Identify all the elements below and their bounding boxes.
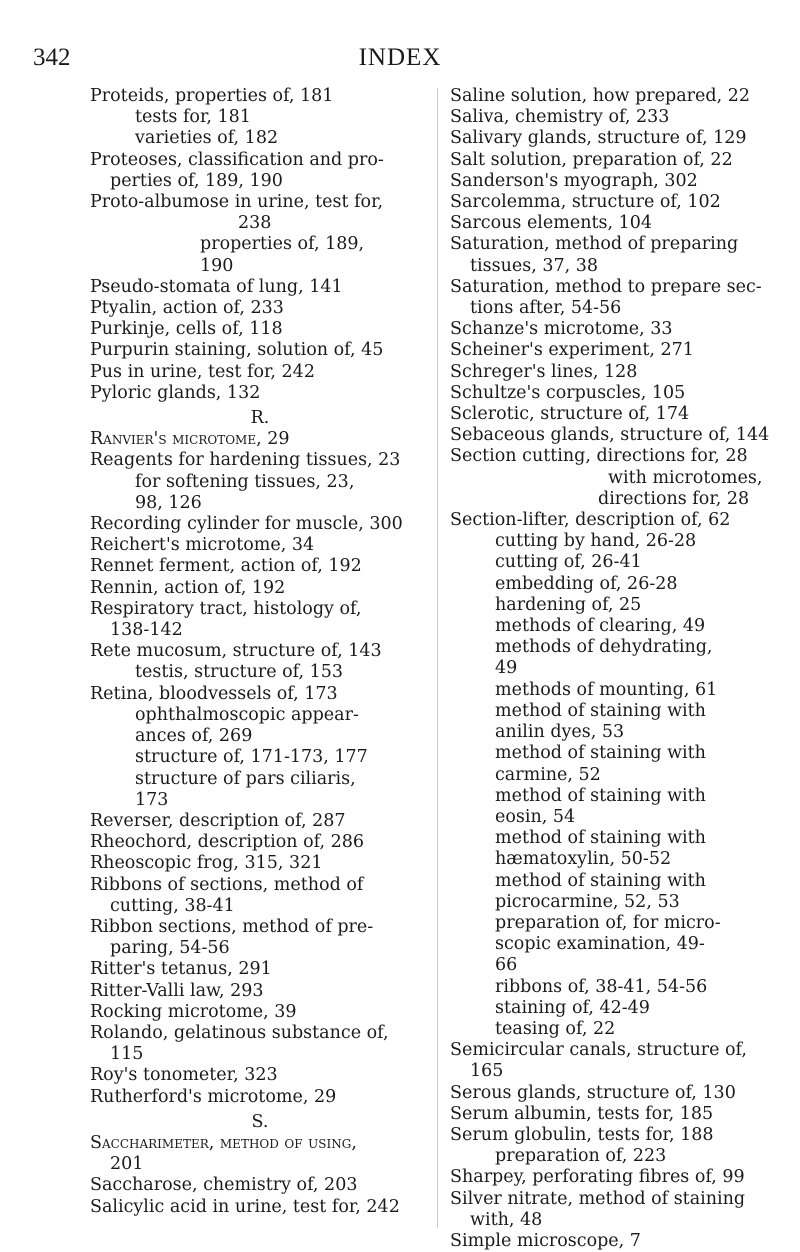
index-subentry: teasing of, 22	[495, 1018, 616, 1039]
index-subentry: varieties of, 182	[135, 128, 279, 149]
index-entry: Scheiner's experiment, 271	[450, 340, 694, 361]
index-entry-continuation: ances of, 269	[135, 726, 253, 747]
index-subentry: method of staining with	[495, 785, 706, 806]
index-entry: Proteoses, classification and pro-	[90, 149, 384, 170]
index-entry: Serum globulin, tests for, 188	[450, 1124, 714, 1145]
index-subentry: preparation of, 223	[495, 1146, 667, 1167]
index-entry-continuation: 115	[110, 1044, 144, 1065]
index-subentry: methods of mounting, 61	[495, 679, 718, 700]
index-entry-continuation: 165	[470, 1061, 504, 1082]
index-entry-continuation: 190	[200, 255, 234, 276]
index-entry-continuation: with, 48	[470, 1209, 543, 1230]
index-subentry: method of staining with	[495, 828, 706, 849]
index-entry: Rete mucosum, structure of, 143	[90, 641, 382, 662]
index-entry: Saccharimeter, method of using,	[90, 1132, 357, 1153]
index-entry-continuation: 98, 126	[135, 492, 202, 513]
index-entry: Saline solution, how prepared, 22	[450, 86, 750, 106]
page-header	[30, 44, 770, 74]
index-entry: Sebaceous glands, structure of, 144	[450, 425, 770, 446]
index-subentry: structure of, 171-173, 177	[135, 747, 368, 768]
section-letter: R.	[250, 408, 270, 429]
index-subentry: method of staining with	[495, 743, 706, 764]
index-entry: Reverser, description of, 287	[90, 810, 346, 831]
index-entry-continuation: 238	[238, 213, 272, 234]
index-entry: Serous glands, structure of, 130	[450, 1082, 736, 1103]
index-entry: Ribbons of sections, method of	[90, 874, 364, 895]
index-entry: Purpurin staining, solution of, 45	[90, 340, 384, 361]
index-entry: Sanderson's myograph, 302	[450, 170, 698, 191]
index-entry: Salivary glands, structure of, 129	[450, 128, 747, 149]
index-entry: Sclerotic, structure of, 174	[450, 404, 690, 425]
index-subentry: preparation of, for micro-	[495, 912, 721, 933]
index-entry: Retina, bloodvessels of, 173	[90, 683, 338, 704]
index-entry: Schreger's lines, 128	[450, 361, 638, 382]
index-entry: Ritter's tetanus, 291	[90, 959, 272, 980]
index-entry: Rheoscopic frog, 315, 321	[90, 853, 323, 874]
index-entry-continuation: carmine, 52	[495, 764, 601, 785]
section-letter: S.	[251, 1111, 269, 1132]
index-entry-continuation: 138-142	[110, 620, 183, 641]
index-entry: Sharpey, perforating fibres of, 99	[450, 1167, 745, 1188]
index-subentry: cutting by hand, 26-28	[495, 531, 697, 552]
index-entry: Saliva, chemistry of, 233	[450, 107, 670, 128]
index-entry: Silver nitrate, method of staining	[450, 1188, 746, 1209]
index-entry: Proteids, properties of, 181	[90, 86, 334, 106]
index-entry-continuation: directions for, 28	[598, 488, 750, 509]
index-entry: Pus in urine, test for, 242	[90, 361, 315, 382]
index-entry: Recording cylinder for muscle, 300	[90, 514, 403, 535]
index-subentry: methods of clearing, 49	[495, 616, 706, 637]
index-subentry: properties of, 189,	[200, 234, 365, 255]
index-entry-continuation: picrocarmine, 52, 53	[495, 891, 680, 912]
index-entry: Sarcous elements, 104	[450, 213, 653, 234]
index-subentry: method of staining with	[495, 700, 706, 721]
index-entry-continuation: 201	[110, 1154, 144, 1175]
index-entry-continuation: scopic examination, 49-	[495, 934, 705, 955]
index-entry: Pseudo-stomata of lung, 141	[90, 276, 343, 297]
index-entry-continuation: 66	[495, 955, 518, 976]
index-entry: Salt solution, preparation of, 22	[450, 149, 733, 170]
index-subentry: tests for, 181	[135, 107, 251, 128]
index-entry: Reagents for hardening tissues, 23	[90, 450, 401, 471]
index-subentry: hardening of, 25	[495, 594, 642, 615]
index-entry: Saturation, method to prepare sec-	[450, 276, 762, 297]
index-entry: Ptyalin, action of, 233	[90, 298, 284, 319]
index-entry: Semicircular canals, structure of,	[450, 1040, 747, 1061]
column-divider	[437, 88, 438, 1228]
index-subentry: structure of pars ciliaris,	[135, 768, 356, 789]
index-entry: Section-lifter, description of, 62	[450, 510, 731, 531]
index-subentry: method of staining with	[495, 870, 706, 891]
index-subentry: methods of dehydrating,	[495, 637, 713, 658]
index-entry-continuation: anilin dyes, 53	[495, 722, 625, 743]
index-entry-continuation: tissues, 37, 38	[470, 255, 598, 276]
index-entry: Schanze's microtome, 33	[450, 319, 673, 340]
index-entry-continuation: cutting, 38-41	[110, 895, 235, 916]
index-entry: Pyloric glands, 132	[90, 382, 261, 403]
index-entry: Salicylic acid in urine, test for, 242	[90, 1196, 400, 1217]
index-entry: Proto-albumose in urine, test for,	[90, 192, 384, 213]
index-subentry: ophthalmoscopic appear-	[135, 704, 359, 725]
index-subentry: testis, structure of, 153	[135, 662, 344, 683]
index-entry: Purkinje, cells of, 118	[90, 319, 283, 340]
index-entry: Saturation, method of preparing	[450, 234, 739, 255]
index-entry: Simple microscope, 7	[450, 1230, 641, 1251]
index-entry-continuation: 49	[495, 658, 518, 679]
index-entry: Rutherford's microtome, 29	[90, 1086, 337, 1107]
index-entry: Serum albumin, tests for, 185	[450, 1103, 714, 1124]
index-entry: Sarcolemma, structure of, 102	[450, 192, 721, 213]
index-entry-continuation: paring, 54-56	[110, 938, 230, 959]
index-entry-continuation: 173	[135, 789, 169, 810]
index-entry: Rocking microtome, 39	[90, 1001, 297, 1022]
index-entry-continuation: perties of, 189, 190	[110, 170, 283, 191]
index-entry: Ranvier's microtome, 29	[90, 429, 290, 450]
index-entry: Ritter-Valli law, 293	[90, 980, 264, 1001]
index-entry: Ribbon sections, method of pre-	[90, 916, 374, 937]
index-subentry: embedding of, 26-28	[495, 573, 678, 594]
index-entry: Respiratory tract, histology of,	[90, 598, 362, 619]
index-subentry: cutting of, 26-41	[495, 552, 642, 573]
index-entry: Rolando, gelatinous substance of,	[90, 1022, 389, 1043]
index-subentry: with microtomes,	[608, 467, 763, 488]
running-head: INDEX	[358, 44, 442, 71]
index-entry: Roy's tonometer, 323	[90, 1065, 278, 1086]
page-number: 342	[33, 44, 71, 71]
index-entry: Saccharose, chemistry of, 203	[90, 1175, 358, 1196]
index-entry: Rennin, action of, 192	[90, 577, 286, 598]
index-entry: Schultze's corpuscles, 105	[450, 382, 686, 403]
index-subentry: staining of, 42-49	[495, 997, 650, 1018]
right-index-column	[450, 86, 780, 1252]
left-index-column	[90, 86, 430, 1218]
index-entry: Section cutting, directions for, 28	[450, 446, 748, 467]
index-subentry: for softening tissues, 23,	[135, 471, 355, 492]
index-entry-continuation: eosin, 54	[495, 806, 576, 827]
index-entry: Rennet ferment, action of, 192	[90, 556, 362, 577]
index-entry-continuation: hæmatoxylin, 50-52	[495, 849, 672, 870]
index-entry: Rheochord, description of, 286	[90, 832, 365, 853]
index-subentry: ribbons of, 38-41, 54-56	[495, 976, 708, 997]
index-entry: Reichert's microtome, 34	[90, 535, 315, 556]
index-entry-continuation: tions after, 54-56	[470, 298, 622, 319]
